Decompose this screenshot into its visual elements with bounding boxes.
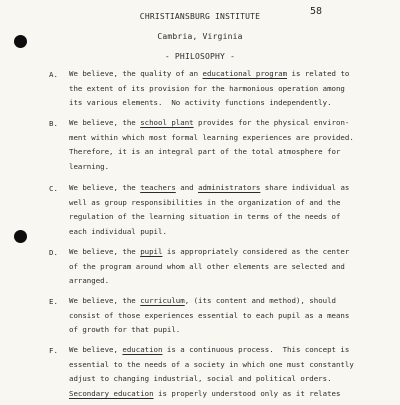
item-first-line: [69, 118, 349, 128]
text-run: We believe, the: [69, 247, 141, 256]
item-letter: D.: [49, 248, 58, 257]
text-run: and: [175, 183, 199, 192]
item-line: essential to the needs of a society in which one must constantly: [69, 359, 354, 369]
section-heading: - PHILOSOPHY -: [164, 52, 236, 61]
text-run: We believe, the quality of an: [69, 69, 203, 78]
item-line: consist of those experiences essential to each pupil as a means: [69, 310, 350, 320]
text-run: provides for the physical environ-: [193, 118, 350, 127]
text-run: share individual as: [260, 183, 350, 192]
text-run: is appropriately considered as the center: [162, 247, 350, 256]
item-letter: E.: [49, 297, 58, 306]
philosophy-item-c: [0, 183, 400, 243]
item-line: each individual pupil.: [69, 226, 167, 236]
item-first-line: [69, 69, 349, 79]
underlined-term: educational program: [202, 69, 288, 78]
philosophy-item-b: [0, 118, 400, 178]
school-name: CHRISTIANSBURG INSTITUTE: [139, 12, 261, 21]
item-line: adjust to changing industrial, social and political orders.: [69, 374, 332, 383]
page-number: 58: [310, 6, 323, 17]
text-run: We believe, the: [69, 296, 141, 305]
item-first-line: [69, 247, 349, 257]
item-first-line: [69, 296, 336, 306]
philosophy-item-f: [0, 345, 400, 405]
item-line: learning.: [69, 161, 110, 171]
text-run: is related to: [287, 69, 350, 78]
item-line: the extent of its provision for the harmonious operation among: [69, 83, 345, 93]
text-run: We believe, the: [69, 118, 141, 127]
item-letter: C.: [49, 184, 58, 193]
underlined-term: curriculum: [140, 296, 185, 305]
item-last-line: [69, 389, 340, 399]
item-letter: F.: [49, 346, 58, 355]
underlined-term: administrators: [198, 183, 261, 192]
item-line: its various elements. No activity functions independently.: [69, 98, 332, 107]
underlined-term: Secondary education: [69, 388, 154, 398]
item-first-line: [69, 345, 349, 355]
underlined-term: pupil: [140, 247, 163, 256]
item-line: ment within which most formal learning experiences are provided.: [69, 132, 354, 142]
text-run: is properly understood only as it relates: [153, 388, 341, 398]
text-run: , (its content and method), should: [184, 296, 336, 305]
item-line: arranged.: [69, 276, 110, 285]
text-run: We believe,: [69, 345, 123, 354]
item-line: regulation of the learning situation in terms of the needs of: [69, 212, 341, 221]
underlined-term: teachers: [140, 183, 176, 192]
text-run: We believe, the: [69, 183, 141, 192]
item-line: of growth for that pupil.: [69, 325, 181, 334]
item-letter: B.: [49, 119, 58, 128]
school-location: Cambria, Virginia: [157, 32, 243, 41]
item-first-line: [69, 183, 349, 193]
text-run: is a continuous process. This concept is: [162, 345, 350, 354]
underlined-term: education: [122, 345, 163, 354]
item-line: well as group responsibilities in the organization of and the: [69, 197, 341, 207]
item-letter: A.: [49, 70, 58, 79]
underlined-term: school plant: [140, 118, 194, 127]
item-line: Therefore, it is an integral part of the total atmosphere for: [69, 147, 341, 156]
item-line: of the program around whom all other elements are selected and: [69, 261, 345, 271]
